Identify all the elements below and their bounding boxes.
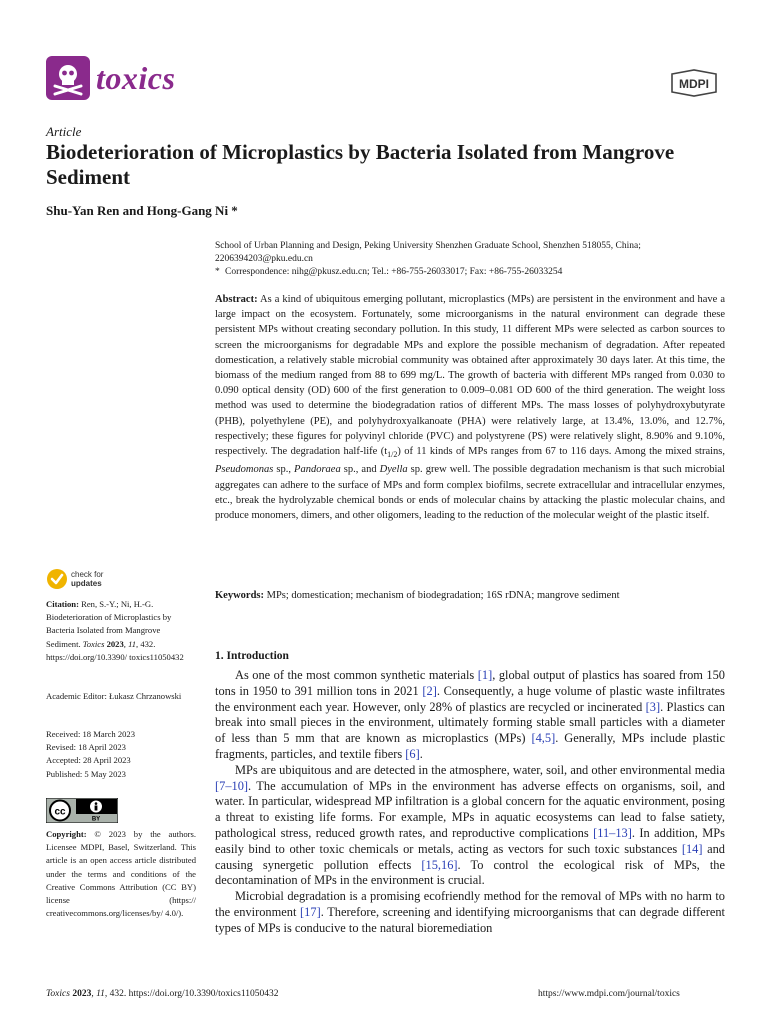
footer-citation (46, 989, 279, 999)
keywords-label: Keywords: (215, 590, 264, 601)
updates-label: updates (71, 579, 102, 588)
affiliation-block (215, 240, 725, 279)
journal-url-link[interactable]: https://www.mdpi.com/journal/toxics (538, 989, 680, 999)
correspondence-text: Correspondence: nihg@pkusz.edu.cn; Tel.: +86-755-26033017; Fax: +86-755-26033254 (225, 267, 563, 277)
section-heading: 1. Introduction (215, 650, 289, 662)
journal-logo (46, 56, 90, 100)
ref-link[interactable]: [15,16] (421, 857, 458, 872)
footer-journal: Toxics (46, 989, 70, 999)
skull-icon (46, 56, 90, 100)
journal-name: toxics (96, 60, 176, 96)
abstract-text-2: ) of 11 kinds of MPs ranges from 67 to 116 days. Among the mixed strains, (397, 446, 725, 458)
abstract-label: Abstract: (215, 294, 258, 305)
copyright (46, 828, 196, 920)
ref-link[interactable]: [17] (300, 904, 321, 919)
dates (46, 728, 196, 781)
ref-link[interactable]: [1] (477, 668, 493, 682)
abstract-text-4: sp., and (340, 464, 380, 476)
svg-text:cc: cc (54, 806, 66, 818)
citation-year: 2023 (104, 638, 124, 649)
check-updates-icon (46, 568, 68, 590)
copyright-text: © 2023 by the authors. Licensee MDPI, Basel, Switzerland. This article is an open access article distributed under the terms and conditions of the Creative Commons Attribution (CC BY) license (https:// creativecommons.org/licenses/by/ 4.0/). (46, 829, 196, 919)
publisher-logo (666, 68, 722, 98)
citation-journal: Toxics (82, 638, 105, 649)
cc-by-label: BY (91, 816, 101, 823)
ref-link[interactable]: [11–13] (593, 825, 632, 840)
ref-link[interactable]: [3] (645, 699, 661, 714)
abstract-text: As a kind of ubiquitous emerging pollutant, microplastics (MPs) are persistent in the environment and have a large impact on the ecosystem. Fortunately, some microorganisms in the natural environment can degrade these persistent MPs without creating secondary pollution. In this study, 11 different MPs were selected as carbon sources to screen the microorganisms for degradable MPs and explore the possible mechanism of degradation. After repeated domestication, a relatively stable microbial community was obtained after approximately 30 days later. At this time, the biomass of the medium ranged from 88 to 699 mg/L. The growth of bacteria with different MPs ranged from 0.030 to 0.090 optical density (OD) 600 of the first generation to 0.009–0.081 OD 600 of the third generation. The weight loss method was used to determine the biodegradation ratios of different MPs. The mass losses of polyhydroxybutyrate (PHB), polyethylene (PE), and polyhydroxyalkanoate (PHA) were relatively large, at 13.4%, 13.0%, and 12.7%, respectively; these figures for polyvinyl chloride (PVC) and polystyrene (PS) were relatively slight, 8.90% and 9.10%, respectively. The degradation half-life (t (215, 294, 725, 458)
paragraph-2: MPs are ubiquitous and are detected in the atmosphere, water, soil, and other environmental media [7–10]. The accumulation of MPs in the environment has adverse effects on organisms, soil, and water. In particular, widespread MP infiltration is a global concern for the aquatic environment, posing a threat to existing life forms. For example, MPs in aquatic ecosystems can lead to false satiety, pathological stress, reduced growth rates, and reproductive complications [11–13]. In addition, MPs easily bind to other toxic chemicals or metals, acting as vectors for such toxic substances [14] and causing synergetic pollution effects [15,16]. To control the ecological risk of MPs, the decontamination of MPs in the environment is crucial. (215, 762, 725, 888)
citation-text: Ren, S.-Y.; Ni, H.-G. Biodeterioration of Microplastics by Bacteria Isolated from Mangrove Sediment. (46, 599, 172, 649)
accepted-date: Accepted: 28 April 2023 (46, 755, 131, 766)
article-title: Biodeterioration of Microplastics by Bacteria Isolated from Mangrove Sediment (46, 140, 675, 189)
keywords-text: MPs; domestication; mechanism of biodegradation; 16S rDNA; mangrove sediment (264, 590, 620, 601)
genus-pandoraea: Pandoraea (294, 464, 341, 476)
ref-link[interactable]: [14] (681, 841, 703, 856)
publisher-name: MDPI (679, 77, 709, 91)
citation-volume: , 11 (123, 638, 137, 649)
paragraph-3: Microbial degradation is a promising ecofriendly method for the removal of MPs with no harm to the environment [17]. Therefore, screening and identifying microorganisms that can degrade different types of MPs is conducive to the natural bioremediation (215, 889, 726, 935)
footer-year: 2023 (69, 989, 92, 999)
mdpi-logo-icon (666, 68, 722, 98)
ref-link[interactable]: [4,5] (531, 731, 556, 746)
correspondence-mark: * (215, 267, 220, 277)
authors: Shu-Yan Ren and Hong-Gang Ni * (46, 203, 238, 218)
abstract (215, 292, 725, 523)
introduction-body (215, 668, 725, 937)
citation-label: Citation: (46, 599, 79, 609)
correspondence (215, 266, 725, 279)
ref-link[interactable]: [7–10] (215, 778, 249, 793)
received-date: Received: 18 March 2023 (46, 729, 136, 739)
footer-volume: , 11 (91, 989, 105, 999)
ref-link[interactable]: [6] (405, 746, 420, 761)
article-type: Article (46, 124, 82, 139)
abstract-text-5: sp. grew well. The possible degradation mechanism is that such microbial aggregates can adhere to the surface of MPs and form complex biofilms, secrete extracellular and intracellular enzymes, etc., break the hydrolyzable chemical bonds or ends of molecular chains by attacking the plastic molecular chains, and produce monomers, dimers, and other oligomers, leading to the reduction of the molecular weight of the plastic itself. (215, 464, 726, 521)
genus-dyella: Dyella (379, 464, 408, 476)
genus-pseudomonas: Pseudomonas (215, 464, 274, 476)
cc-by-icon (46, 798, 118, 823)
copyright-label: Copyright: (46, 829, 87, 839)
check-for-updates-button[interactable] (46, 568, 126, 590)
affiliation: School of Urban Planning and Design, Peking University Shenzhen Graduate School, Shenzhen 518055, China; 2206394203@pku.edu.cn (215, 241, 641, 264)
abstract-subscript: 1/2 (387, 450, 398, 460)
abstract-text-3: sp., (273, 464, 295, 476)
academic-editor: Academic Editor: Łukasz Chrzanowski (46, 691, 182, 701)
published-date: Published: 5 May 2023 (46, 768, 126, 779)
citation (46, 598, 196, 664)
revised-date: Revised: 18 April 2023 (46, 742, 126, 753)
keywords (215, 589, 725, 603)
cc-by-license-badge[interactable] (46, 798, 118, 823)
footer-doi: , 432. https://doi.org/10.3390/toxics11050432 (104, 989, 279, 999)
ref-link[interactable]: [2] (422, 683, 437, 698)
citation-doi: , 432. https://doi.org/10.3390/ toxics11050432 (46, 638, 184, 662)
check-label: check for (71, 570, 104, 579)
paragraph-1: As one of the most common synthetic materials [1], global output of plastics has soared from 150 tons in 1950 to 391 million tons in 2021 [2]. Consequently, a huge volume of plastic waste infiltrates the environment each year. However, only 28% of plastics are recycled or incinerated [3]. Plastics can break into small pieces in the environment, ultimately forming stable small particles with a diameter of less than 5 mm that are known as microplastics (MPs) [4,5]. Generally, MPs include plastic fragments, particles, and textile fibers [6]. (215, 668, 725, 761)
